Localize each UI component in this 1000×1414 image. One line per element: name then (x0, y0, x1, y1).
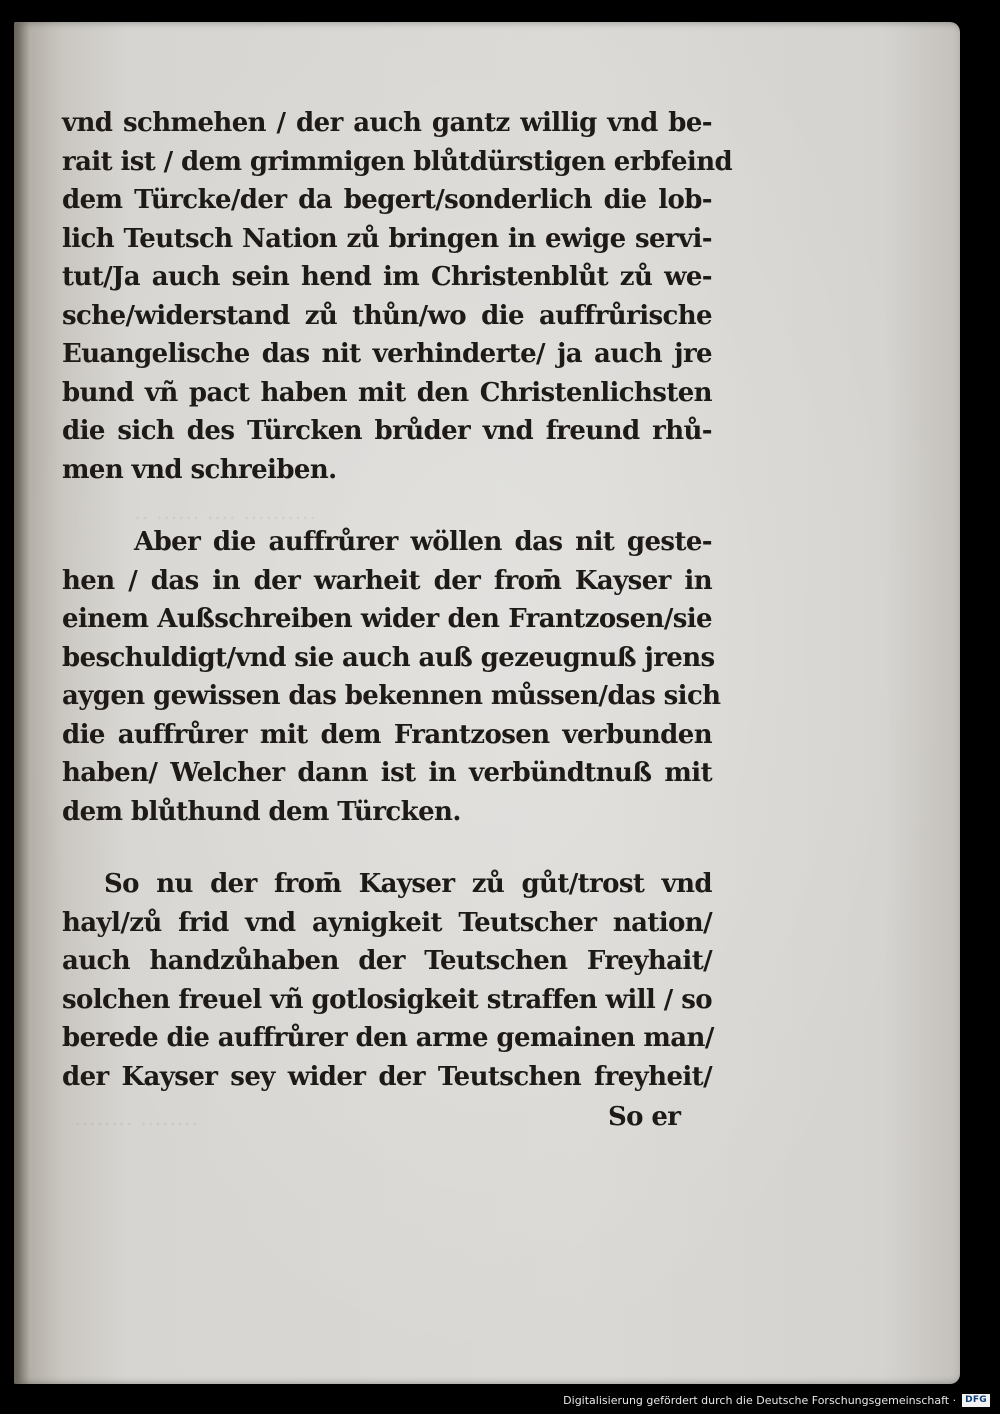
catchword: So er (608, 1102, 681, 1132)
text-line: beschuldigt/vnd sie auch auß gezeugnuß jrens (62, 642, 715, 673)
text-line: lich Teutsch Nation zů bringen in ewige servi- (62, 223, 712, 254)
text-line: tut/Ja auch sein hend im Christenblůt zů we- (62, 262, 712, 292)
bleed-through-text: ‥ ‥‥‥ ‥‥ ‥‥‥‥‥ (134, 500, 317, 525)
text-line: die auffrůrer mit dem Frantzosen verbunden (62, 719, 712, 750)
text-line: der Kayser sey wider der Teutschen freyheit/ (62, 1061, 712, 1092)
text-line: dem blůthund dem Türcken. (62, 796, 461, 827)
digitization-footer (563, 1391, 990, 1409)
dfg-logo: DFG (962, 1394, 990, 1407)
text-line: berede die auffrůrer den arme gemainen man/ (62, 1023, 714, 1053)
text-line: solchen freuel vñ gotlosigkeit straffen will / so (62, 984, 712, 1015)
text-line: Aber die auffrůrer wöllen das nit geste- (134, 527, 712, 557)
text-line: So nu der from̄ Kayser zů gůt/trost vnd (104, 869, 712, 899)
paragraph-gap (62, 489, 712, 523)
page-binding-edge (14, 22, 30, 1384)
text-line: men vnd schreiben. (62, 454, 337, 485)
text-line: dem Türcke/der da begert/sonderlich die lob- (62, 185, 712, 215)
text-line: Euangelische das nit verhinderte/ ja auch jre (62, 339, 712, 369)
paragraph-gap (62, 831, 712, 865)
text-line: bund vñ pact haben mit den Christenlichsten (62, 377, 712, 408)
text-line: vnd schmehen / der auch gantz willig vnd be- (62, 108, 712, 138)
paragraph-1 (62, 104, 733, 489)
page-text (62, 104, 733, 1096)
text-line: hayl/zů frid vnd aynigkeit Teutscher nation/ (62, 907, 712, 938)
text-line: haben/ Welcher dann ist in verbündtnuß mit (62, 758, 712, 788)
text-line: auch handzůhaben der Teutschen Freyhait/ (62, 946, 712, 976)
book-page (14, 22, 960, 1384)
text-line: aygen gewissen das bekennen můssen/das sich (62, 681, 721, 711)
text-line: rait ist / dem grimmigen blůtdürstigen erbfeind (62, 146, 733, 177)
text-line: hen / das in der warheit der from̄ Kayser in (62, 565, 712, 596)
paragraph-3 (62, 865, 712, 1096)
funding-credit: Digitalisierung gefördert durch die Deutsche Forschungsgemeinschaft · (563, 1393, 957, 1407)
text-line: einem Außschreiben wider den Frantzosen/sie (62, 604, 712, 634)
bleed-through-text: ‥‥‥‥ ‥‥‥‥ (74, 1106, 199, 1131)
text-line: sche/widerstand zů thůn/wo die auffrůrische (62, 300, 712, 331)
paragraph-2 (62, 523, 721, 831)
text-line: die sich des Türcken brůder vnd freund rhů- (62, 416, 712, 446)
